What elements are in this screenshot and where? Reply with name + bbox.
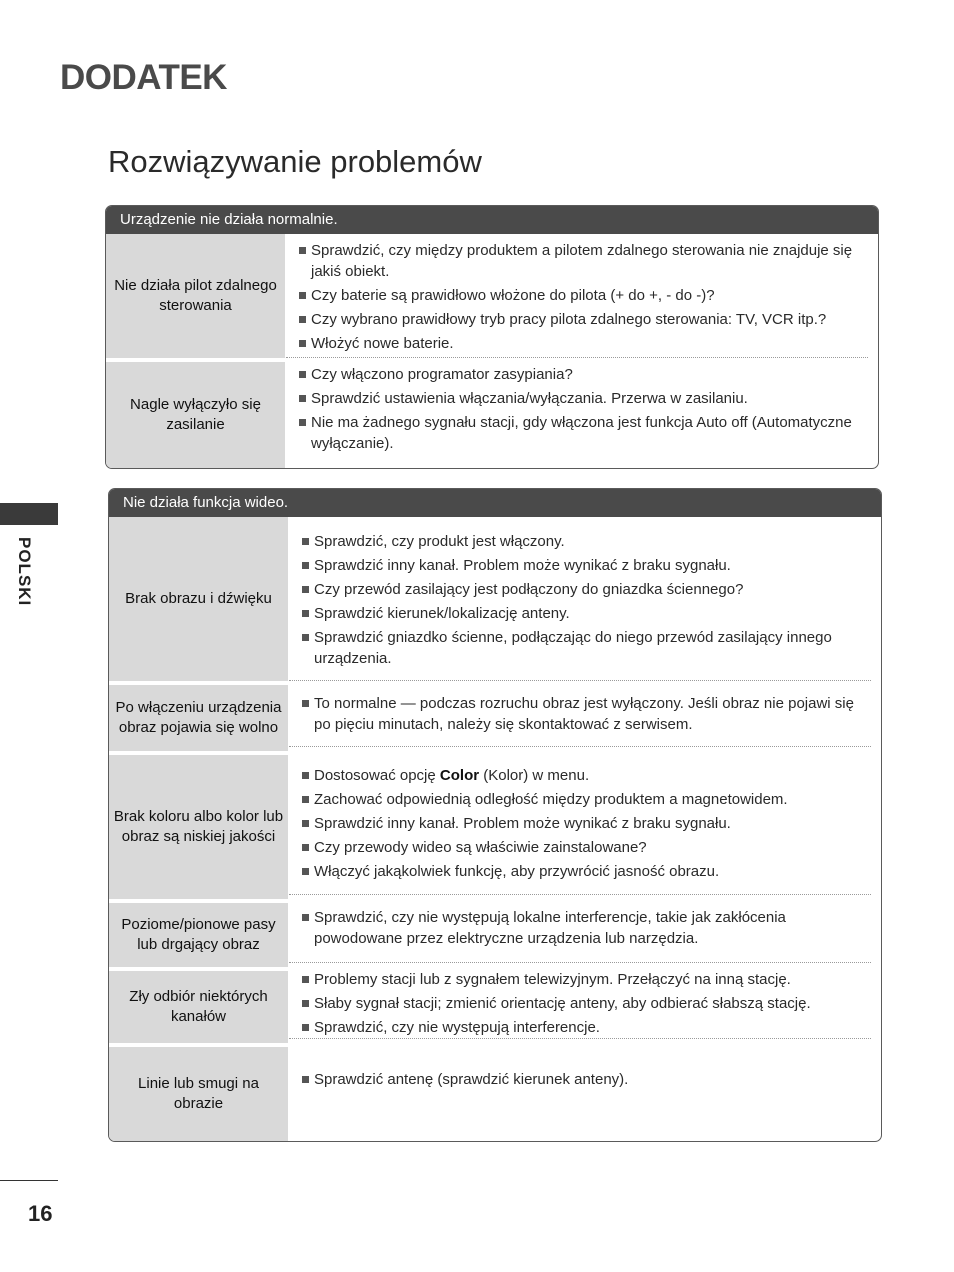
table-row <box>106 358 878 468</box>
list-item: Problemy stacji lub z sygnałem telewizyjnym. Przełączyć na inną stację. <box>301 969 861 990</box>
list-item: Sprawdzić ustawienia włączania/wyłączania. Przerwa w zasilaniu. <box>298 388 868 409</box>
list-item: Zachować odpowiednią odległość między produktem a magnetowidem. <box>301 789 861 810</box>
problem-label: Poziome/pionowe pasy lub drgający obraz <box>109 899 289 967</box>
solution-list <box>289 681 871 747</box>
section-title: Urządzenie nie działa normalnie. <box>106 206 878 234</box>
table-row <box>109 1043 881 1141</box>
list-item: Sprawdzić inny kanał. Problem może wynikać z braku sygnału. <box>301 813 861 834</box>
list-item: To normalne — podczas rozruchu obraz jest wyłączony. Jeśli obraz nie pojawi się po pięciu minutach, należy się skontaktować z serwisem. <box>301 693 861 735</box>
page-subheading: Rozwiązywanie problemów <box>108 144 482 179</box>
list-item: Sprawdzić antenę (sprawdzić kierunek anteny). <box>301 1069 871 1090</box>
list-item: Sprawdzić gniazdko ścienne, podłączając do niego przewód zasilający innego urządzenia. <box>301 627 861 669</box>
page-heading: DODATEK <box>60 58 227 97</box>
list-item: Sprawdzić, czy między produktem a pilotem zdalnego sterowania nie znajduje się jakiś obiekt. <box>298 240 858 282</box>
list-item: Sprawdzić kierunek/lokalizację anteny. <box>301 603 861 624</box>
problem-label: Brak koloru albo kolor lub obraz są niskiej jakości <box>109 751 289 899</box>
list-item: Dostosować opcję Color (Kolor) w menu. <box>301 765 861 786</box>
problem-label: Nie działa pilot zdalnego sterowania <box>106 234 286 358</box>
solution-list <box>289 899 871 963</box>
list-item: Słaby sygnał stacji; zmienić orientację anteny, aby odbierać słabszą stację. <box>301 993 861 1014</box>
list-item: Sprawdzić, czy nie występują interferencje. <box>301 1017 861 1038</box>
list-item: Czy baterie są prawidłowo włożone do pilota (+ do +, - do -)? <box>298 285 858 306</box>
color-option-term: Color <box>439 767 480 784</box>
list-item: Czy przewody wideo są właściwie zainstalowane? <box>301 837 861 858</box>
problem-label: Linie lub smugi na obrazie <box>109 1043 289 1141</box>
language-tab-label: POLSKI <box>15 537 34 607</box>
table-row <box>109 751 881 899</box>
solution-list <box>289 967 871 1039</box>
list-item: Czy wybrano prawidłowy tryb pracy pilota zdalnego sterowania: TV, VCR itp.? <box>298 309 858 330</box>
list-item: Włożyć nowe baterie. <box>298 333 858 354</box>
solution-list <box>286 234 868 358</box>
solution-list <box>289 1043 881 1137</box>
solution-list <box>286 358 878 464</box>
list-item: Sprawdzić, czy produkt jest włączony. <box>301 531 861 552</box>
list-item: Sprawdzić inny kanał. Problem może wynikać z braku sygnału. <box>301 555 861 576</box>
list-item: Czy przewód zasilający jest podłączony do gniazdka ściennego? <box>301 579 861 600</box>
section-video-malfunction <box>108 488 882 1142</box>
section-title: Nie działa funkcja wideo. <box>109 489 881 517</box>
table-row <box>109 517 881 681</box>
table-row <box>106 234 878 358</box>
section-device-malfunction <box>105 205 879 469</box>
solution-list <box>289 751 871 895</box>
list-item: Włączyć jakąkolwiek funkcję, aby przywrócić jasność obrazu. <box>301 861 861 882</box>
page-number: 16 <box>28 1201 53 1226</box>
footer-rule <box>0 1180 58 1181</box>
problem-label: Zły odbiór niektórych kanałów <box>109 967 289 1043</box>
solution-list <box>289 517 871 681</box>
table-row <box>109 899 881 967</box>
language-tab-marker <box>0 503 58 525</box>
table-row <box>109 967 881 1043</box>
problem-label: Brak obrazu i dźwięku <box>109 517 289 681</box>
problem-label: Nagle wyłączyło się zasilanie <box>106 358 286 468</box>
list-item: Nie ma żadnego sygnału stacji, gdy włączona jest funkcja Auto off (Automatyczne wyłączanie). <box>298 412 868 454</box>
problem-label: Po włączeniu urządzenia obraz pojawia się wolno <box>109 681 289 751</box>
list-item: Czy włączono programator zasypiania? <box>298 364 868 385</box>
table-row <box>109 681 881 751</box>
list-item: Sprawdzić, czy nie występują lokalne interferencje, takie jak zakłócenia powodowane przez elektryczne urządzenia lub narzędzia. <box>301 907 861 949</box>
